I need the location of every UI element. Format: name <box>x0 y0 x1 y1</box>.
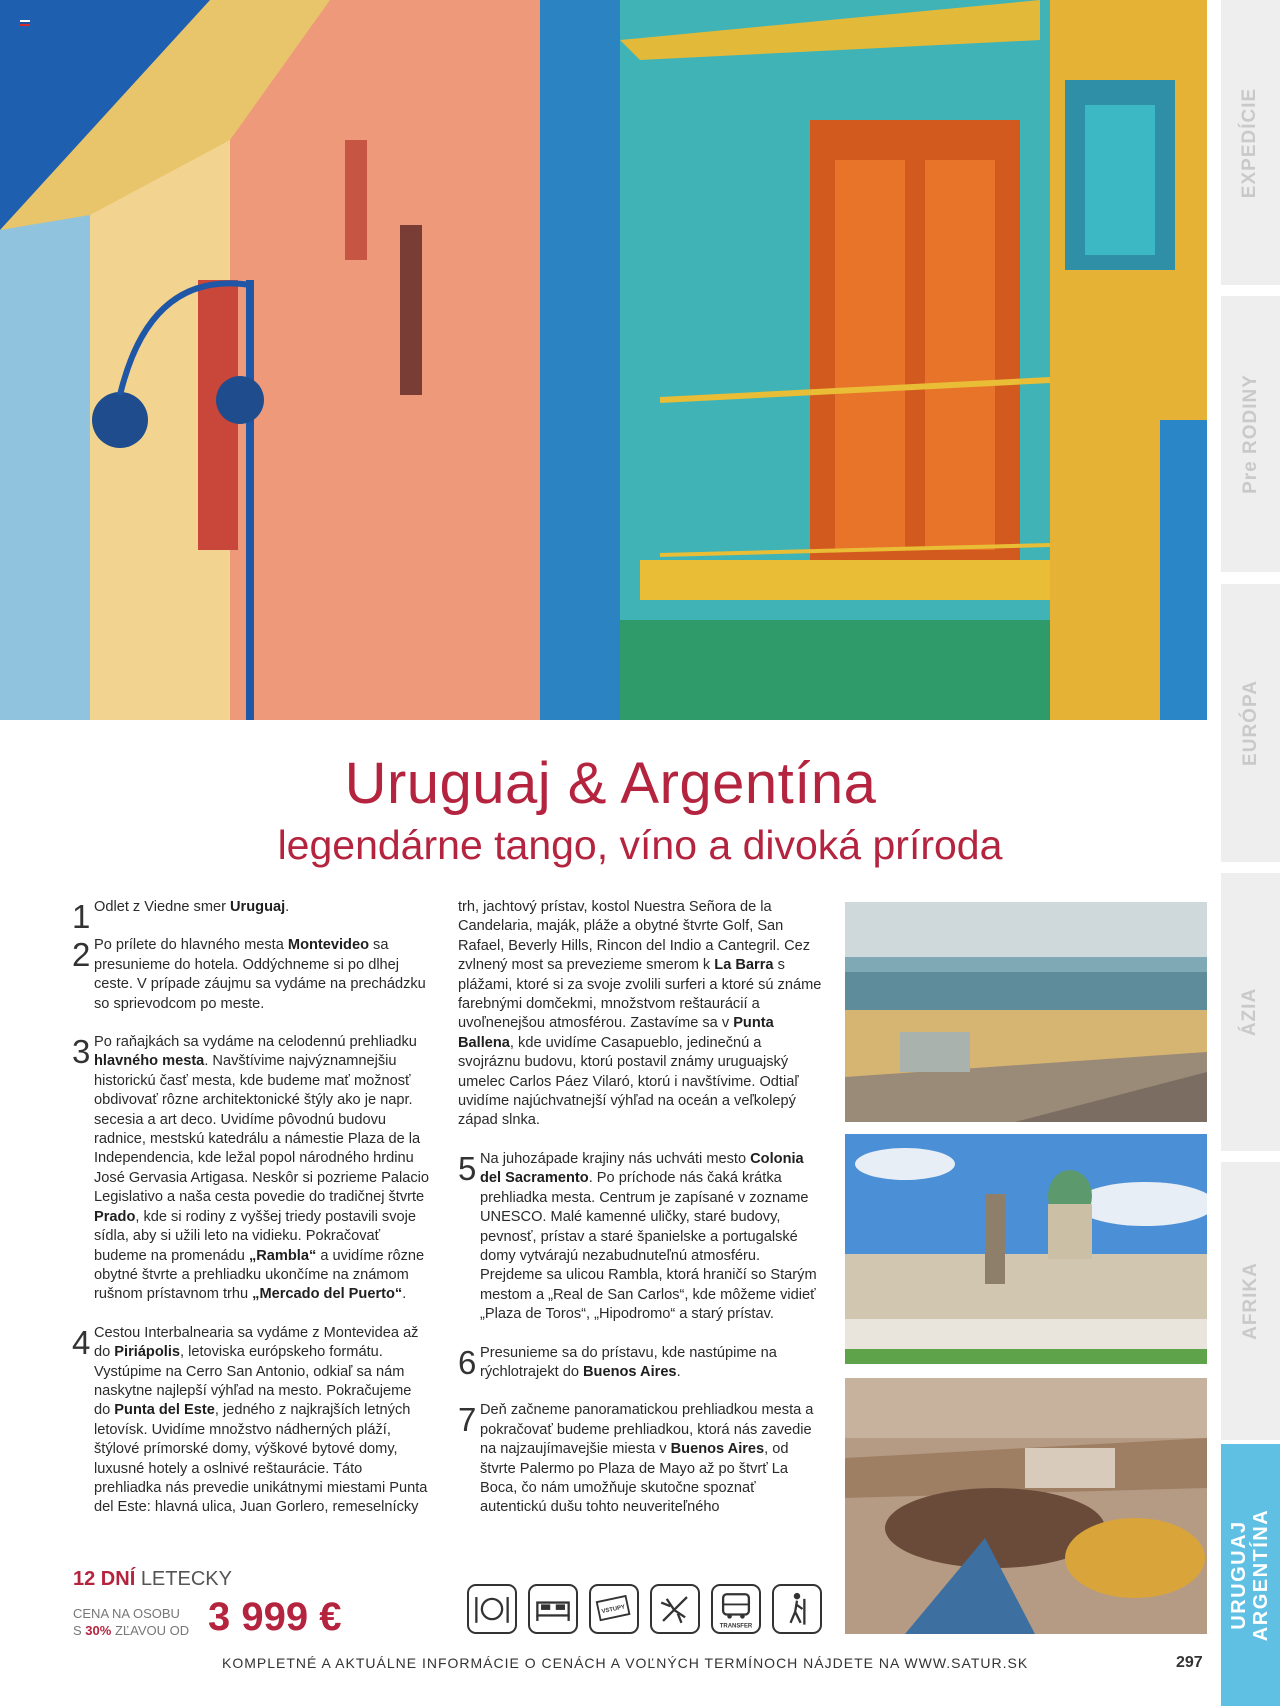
bus-icon-text: TRANSFER <box>719 1623 753 1630</box>
day-number: 7 <box>458 1401 477 1439</box>
page-subtitle: legendárne tango, víno a divoká príroda <box>277 822 1003 868</box>
bus-icon <box>711 1584 761 1634</box>
page-number: 297 <box>1176 1654 1203 1671</box>
tab-label: EXPEDÍCIE <box>1239 87 1261 198</box>
photo-puente-del-inca <box>845 1378 1207 1634</box>
tab-label: URUGUAJ ARGENTÍNA <box>1228 1508 1273 1642</box>
flight-icon <box>650 1584 700 1634</box>
day-text: Deň začneme panoramatickou prehliadkou mesta a pokračovať budeme prehliadkou, ktorá nás zavedie na najzaujímavejšie miesta v Buenos Aires, od štvrte Palermo po Plaza de Mayo až po štvrť La Boca, čo nám umožňuje skutočne spoznať autentickú dušu tohto neuveriteľného <box>480 1402 814 1516</box>
day-number: 3 <box>72 1033 91 1071</box>
day-number: 1 <box>72 898 91 935</box>
tab-label: EURÓPA <box>1239 680 1261 766</box>
itinerary-day-7 <box>458 1401 824 1517</box>
itinerary-day-3 <box>72 1033 430 1305</box>
trip-duration: 12 DNÍ LETECKY <box>73 1568 232 1590</box>
ticket-icon <box>589 1584 639 1634</box>
flag-icon <box>20 20 30 26</box>
day-text: Po prílete do hlavného mesta Montevideo sa presunieme do hotela. Oddýchneme si po dlhej ceste. V prípade záujmu sa vydáme na prechádzku so sprievodcom po meste. <box>94 937 426 1012</box>
itinerary-day-1 <box>72 898 430 935</box>
meals-icon <box>467 1584 517 1634</box>
itinerary-day-4 <box>72 1324 430 1518</box>
tab-europa[interactable] <box>1221 584 1280 862</box>
tab-azia[interactable] <box>1221 873 1280 1151</box>
itinerary-column-2 <box>458 898 824 1537</box>
itinerary-column-1 <box>72 898 430 1537</box>
bed-icon <box>528 1584 578 1634</box>
price-value: 3 999 € <box>208 1595 342 1639</box>
day-number: 5 <box>458 1149 477 1187</box>
tab-label: ÁZIA <box>1239 987 1261 1037</box>
page-title: Uruguaj & Argentína <box>344 751 877 816</box>
day-text: Odlet z Viedne smer Uruguaj. <box>94 899 290 915</box>
photo-congress-buenos-aires <box>845 1134 1207 1364</box>
day-text: Po raňajkách sa vydáme na celodennú prehliadku hlavného mesta. Navštívime najvýznamnejšiu historickú časť mesta, kde budeme mať možnosť obdivovať rôzne architektonické štýly ako je napr. secesia a art deco. Uvidíme pôvodnú budovu radnice, mestskú katedrálu a námestie Plaza de la Independencia, kde ležal popol národného hrdinu José Gervasia Artigasa. Neskôr si pozrieme Palacio Legislativo a naša cesta povedie do tradičnej štvrte Prado, kde si rodiny z vyššej triedy postavili svoje sídla, aby si užili leto na vidieku. Pokračovať budeme na promenádu „Rambla“ a uvidíme rôzne obytné štvrte a prehliadku ukončíme na známom rušnom prístavnom trhu „Mercado del Puerto“. <box>94 1034 429 1303</box>
day-text: Cestou Interbalnearia sa vydáme z Montevidea až do Piriápolis, letoviska európskeho formátu. Vystúpime na Cerro San Antonio, odkiaľ sa nám naskytne najlepší výhľad na mesto. Pokračujeme do Punta del Este, jedného z najkrajších letných letovísk. Uvidíme množstvo nádherných pláží, štýlové prímorské domy, výškové bytové domy, luxusné hotely a oslnivé reštaurácie. Táto prehliadka nás prevedie unikátnymi miestami Punta del Este: hlavná ulica, Juan Gorlero, remeselnícky <box>94 1324 428 1516</box>
day-number: 2 <box>72 936 91 974</box>
tab-afrika[interactable] <box>1221 1162 1280 1440</box>
tab-pre-rodiny[interactable] <box>1221 296 1280 572</box>
day-number: 4 <box>72 1323 91 1361</box>
price-label: CENA NA OSOBU S 30% ZĽAVOU OD <box>73 1606 190 1638</box>
day-number: 6 <box>458 1343 477 1381</box>
tab-label: Pre RODINY <box>1239 374 1261 494</box>
itinerary-day-4-continued <box>458 898 824 1131</box>
tab-label: AFRIKA <box>1239 1262 1261 1340</box>
day-text: trh, jachtový prístav, kostol Nuestra Señora de la Candelaria, maják, pláže a obytné štvrte Golf, San Rafael, Beverly Hills, Rincon del Indio a Cantegril. Cez zvlnený most sa prevezieme smerom k La Barra s plážami, ktoré si za svoje zvolili surferi a ktoré sú známe farebnými domčekmi, množstvom reštaurácií a uvoľnenejšou atmosférou. Zastavíme sa v Punta Ballena, kde uvidíme Casapueblo, jedinečnú a svojráznu budovu, ktorú postavil známy uruguajský umelec Carlos Páez Vilaró, ktorú i navštívime. Odtiaľ uvidíme najúchvatnejší výhľad na oceán a veľkolepý západ slnka. <box>458 899 822 1129</box>
day-text: Presunieme sa do prístavu, kde nastúpime na rýchlotrajekt do Buenos Aires. <box>480 1344 777 1380</box>
itinerary-day-5 <box>458 1150 824 1325</box>
ticket-icon-text: VSTUPY <box>601 1604 626 1616</box>
hiking-icon <box>772 1584 822 1634</box>
photo-beach-boardwalk <box>845 902 1207 1122</box>
footer-info: KOMPLETNÉ A AKTUÁLNE INFORMÁCIE O CENÁCH A VOĽNÝCH TERMÍNOCH NÁJDETE NA WWW.SATUR.SK <box>222 1655 1029 1671</box>
hero-photo-la-boca <box>0 0 1207 720</box>
hero-illustration <box>0 0 1207 720</box>
tab-expedicie[interactable] <box>1221 0 1280 285</box>
itinerary-day-2 <box>72 936 430 1014</box>
day-text: Na juhozápade krajiny nás uchváti mesto Colonia del Sacramento. Po príchode nás čaká krátka prehliadka mesta. Centrum je zapísané v zozname UNESCO. Malé kamenné uličky, staré budovy, pevnosť, prístav a staré španielske a portugalské domy vytvárajú nezabudnuteľnú atmosféru. Prejdeme sa ulicou Rambla, ktorá hraničí so Starým mestom a „Real de San Carlos“, kde môžeme vidieť „Plaza de Toros“, „Hipodromo“ a starý prístav. <box>480 1150 817 1323</box>
itinerary-day-6 <box>458 1344 824 1383</box>
tab-uruguaj-argentina[interactable] <box>1221 1444 1280 1706</box>
